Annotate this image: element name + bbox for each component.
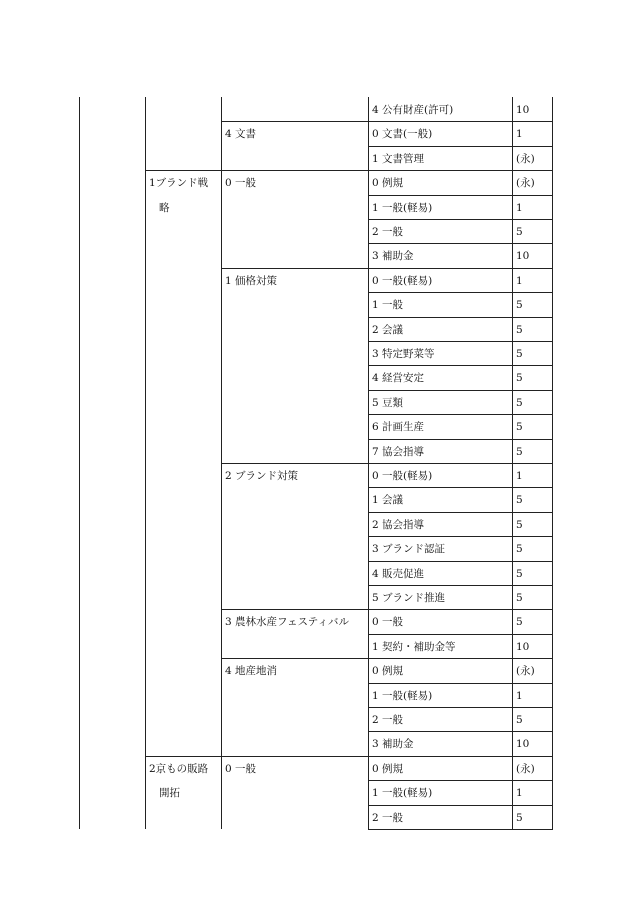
group-divider [221, 121, 368, 122]
subcategory-label: 4 地産地消 [225, 665, 278, 678]
detail-label: 2 協会指導 [372, 518, 425, 531]
row-divider [368, 341, 553, 342]
retention-period: 5 [516, 226, 523, 238]
group-divider [221, 756, 368, 757]
row-divider [368, 439, 553, 440]
detail-label: 7 協会指導 [372, 445, 425, 458]
retention-period: 5 [516, 518, 523, 531]
detail-label: 1 会議 [372, 494, 404, 507]
row-divider [368, 805, 553, 806]
category-label: 略 [159, 201, 170, 214]
detail-label: 3 補助金 [372, 250, 414, 263]
retention-period: (永) [516, 152, 535, 165]
row-divider [368, 243, 553, 244]
row-divider [368, 731, 553, 732]
detail-label: 5 ブランド推進 [372, 592, 446, 604]
retention-period: 1 [516, 201, 523, 214]
subcategory-label: 2 ブランド対策 [225, 470, 299, 482]
row-divider [368, 756, 553, 757]
subcategory-label: 0 一般 [225, 177, 257, 190]
detail-label: 3 補助金 [372, 738, 414, 751]
detail-label: 2 会議 [372, 323, 404, 336]
detail-label: 0 一般(軽易) [372, 470, 433, 482]
detail-label: 1 一般(軽易) [372, 787, 433, 800]
group-divider [221, 463, 368, 464]
detail-label: 1 一般 [372, 299, 404, 312]
detail-label: 0 例規 [372, 762, 404, 775]
retention-period: 5 [516, 445, 523, 458]
detail-label: 4 販売促進 [372, 567, 425, 580]
retention-period: 1 [516, 274, 523, 287]
retention-period: 5 [516, 567, 523, 580]
row-divider [368, 414, 553, 415]
retention-period: 1 [516, 787, 523, 800]
detail-column-border [368, 97, 369, 829]
table-right-border [552, 97, 553, 829]
retention-period: 5 [516, 396, 523, 409]
retention-period: 5 [516, 714, 523, 726]
retention-period: 5 [516, 323, 523, 336]
row-divider [368, 780, 553, 781]
retention-period: 5 [516, 543, 523, 556]
retention-period: 5 [516, 616, 523, 629]
detail-label: 1 文書管理 [372, 152, 425, 165]
category-label: 2京もの販路 [149, 762, 209, 775]
retention-period: 5 [516, 372, 523, 385]
row-divider [368, 829, 553, 830]
detail-label: 1 一般(軽易) [372, 201, 433, 214]
row-divider [368, 219, 553, 220]
row-divider [368, 463, 553, 464]
group-divider [221, 268, 368, 269]
row-divider [368, 268, 553, 269]
detail-label: 4 経営安定 [372, 372, 425, 385]
row-divider [368, 146, 553, 147]
group-divider [221, 170, 368, 171]
subcategory-label: 0 一般 [225, 762, 257, 775]
row-divider [368, 536, 553, 537]
retention-period: 1 [516, 128, 523, 141]
section-divider [145, 170, 221, 171]
section-divider [145, 756, 221, 757]
retention-period: 5 [516, 494, 523, 507]
period-column-border [512, 97, 513, 829]
row-divider [368, 707, 553, 708]
row-divider [368, 585, 553, 586]
row-divider [368, 365, 553, 366]
retention-period: 5 [516, 811, 523, 824]
detail-label: 2 一般 [372, 226, 404, 238]
row-divider [368, 683, 553, 684]
detail-label: 1 契約・補助金等 [372, 640, 456, 653]
subcategory-column-border [221, 97, 222, 829]
retention-period: 5 [516, 348, 523, 360]
group-divider [221, 658, 368, 659]
subcategory-label: 4 文書 [225, 128, 257, 141]
row-divider [368, 512, 553, 513]
detail-label: 0 例規 [372, 665, 404, 678]
detail-label: 2 一般 [372, 714, 404, 726]
row-divider [368, 170, 553, 171]
row-divider [368, 390, 553, 391]
detail-label: 4 公有財産(許可) [372, 104, 454, 116]
retention-period: 1 [516, 470, 523, 482]
retention-period: (永) [516, 762, 535, 775]
retention-period: 1 [516, 689, 523, 702]
row-divider [368, 121, 553, 122]
row-divider [368, 561, 553, 562]
group-divider [221, 609, 368, 610]
category-label: 開拓 [159, 787, 180, 800]
detail-label: 0 一般(軽易) [372, 274, 433, 287]
row-divider [368, 487, 553, 488]
subcategory-label: 3 農林水産フェスティバル [225, 616, 349, 629]
category-column-border [145, 97, 146, 829]
row-divider [368, 609, 553, 610]
detail-label: 0 一般 [372, 616, 404, 629]
row-divider [368, 292, 553, 293]
retention-period: 5 [516, 421, 523, 434]
row-divider [368, 317, 553, 318]
retention-period: (永) [516, 665, 535, 678]
retention-period: (永) [516, 177, 535, 190]
retention-period: 10 [516, 250, 530, 263]
detail-label: 0 文書(一般) [372, 128, 433, 141]
row-divider [368, 634, 553, 635]
retention-period: 5 [516, 592, 523, 604]
outer-left-border [79, 97, 80, 829]
subcategory-label: 1 価格対策 [225, 274, 278, 287]
row-divider [368, 658, 553, 659]
detail-label: 2 一般 [372, 811, 404, 824]
detail-label: 1 一般(軽易) [372, 689, 433, 702]
retention-period: 10 [516, 104, 530, 116]
detail-label: 6 計画生産 [372, 421, 425, 434]
row-divider [368, 195, 553, 196]
retention-period: 10 [516, 738, 530, 751]
category-label: 1ブランド戦 [149, 177, 209, 190]
detail-label: 5 豆類 [372, 396, 404, 409]
detail-label: 3 特定野菜等 [372, 348, 435, 360]
detail-label: 0 例規 [372, 177, 404, 190]
retention-period: 5 [516, 299, 523, 312]
retention-period: 10 [516, 640, 530, 653]
detail-label: 3 ブランド認証 [372, 543, 446, 556]
